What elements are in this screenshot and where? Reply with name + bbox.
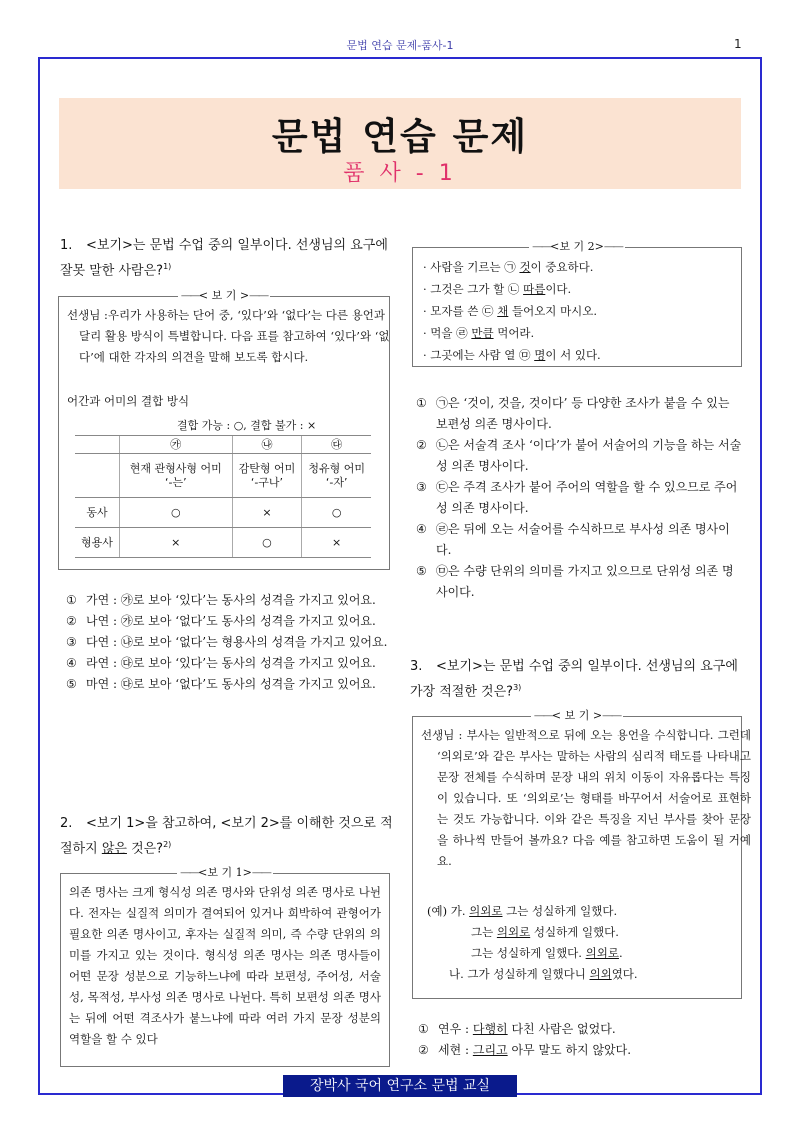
question-text: <보기>는 문법 수업 중의 일부이다. 선생님의 요구에 가장 적절한 것은? bbox=[410, 659, 738, 700]
row-label: 동사 bbox=[75, 498, 120, 528]
table-cell: ○ bbox=[120, 498, 233, 528]
q2-choices bbox=[416, 393, 744, 603]
question-number: 3. bbox=[410, 659, 423, 674]
choice-1[interactable]: ① ㉠은 ‘것이, 것을, 것이다’ 등 다양한 조사가 붙을 수 있는 보편성 의존 명사이다. bbox=[416, 396, 730, 431]
teacher-speech: 선생님 : 부사는 일반적으로 뒤에 오는 용언을 수식합니다. 그런데 ‘의외로’와 같은 부사는 말하는 사람의 심리적 태도를 나타내고 문장 전체를 수식하며 문장 내의 위치 이동이 자유롭다는 특징이 있습니다. 또 ‘의외로’는 형태를 바꾸어서 서술어로 표현하는 것도 가능합니다. 이와 같은 특징을 지닌 부사를 찾아 문장을 하나씩 만들어 볼까요? 다음 예를 참고하면 도움이 될 거예요. bbox=[421, 728, 751, 868]
table-corner bbox=[75, 436, 120, 454]
main-title: 문법 연습 문제 bbox=[271, 114, 529, 158]
bogi-box-q1 bbox=[58, 289, 390, 570]
question-1 bbox=[60, 235, 392, 281]
col-mark: ㉰ bbox=[302, 436, 371, 454]
bogi-2-item: · 그것은 그가 할 ㉡ 따름이다. bbox=[423, 282, 572, 296]
example-block bbox=[427, 901, 737, 985]
q1-choices bbox=[66, 590, 392, 695]
table-cell: × bbox=[120, 528, 233, 558]
bogi-2-item: · 모자를 쓴 ㉢ 채 들어오지 마시오. bbox=[423, 304, 598, 318]
box-label: —— <보 기 1> —— bbox=[177, 866, 273, 879]
question-text: <보기 1>을 참고하여, <보기 2>를 이해한 것으로 적절하지 bbox=[60, 816, 393, 857]
choice-1[interactable]: ① 연우 : 다행히 다친 사람은 없었다. bbox=[418, 1022, 616, 1036]
page-number: 1 bbox=[734, 37, 742, 51]
bogi-1-box bbox=[60, 866, 390, 1067]
table-cell: ○ bbox=[232, 528, 302, 558]
bogi-2-item: · 사람을 기르는 ㉠ 것이 중요하다. bbox=[423, 260, 594, 274]
table-cell: ○ bbox=[302, 498, 371, 528]
emphasis-not: 않은 bbox=[101, 841, 127, 857]
col-header: 현재 관형사형 어미 ‘-는’ bbox=[120, 454, 233, 498]
bogi-2-item: · 그곳에는 사람 열 ㉤ 명이 서 있다. bbox=[423, 348, 601, 362]
title-banner bbox=[59, 98, 741, 189]
choice-5[interactable]: ⑤ ㉤은 수량 단위의 의미를 가지고 있으므로 단위성 의존 명사이다. bbox=[416, 564, 734, 599]
choice-1[interactable]: ① 가연 : ㉮로 보아 ‘있다’는 동사의 성격을 가지고 있어요. bbox=[66, 593, 376, 607]
bogi-box-q3 bbox=[412, 709, 751, 999]
footer-banner: 장박사 국어 연구소 문법 교실 bbox=[283, 1075, 517, 1097]
box-label: —— < 보 기 > —— bbox=[531, 709, 623, 722]
choice-3[interactable]: ③ 다연 : ㉯로 보아 ‘없다’는 형용사의 성격을 가지고 있어요. bbox=[66, 635, 388, 649]
question-2: 2. <보기 1>을 참고하여, <보기 2>를 이해한 것으로 적절하지 않은 것은?$^{2)}$ bbox=[60, 813, 394, 859]
question-3 bbox=[410, 656, 744, 702]
box-label: —— <보 기 2> —— bbox=[529, 240, 625, 253]
footnote-mark: 3) bbox=[513, 683, 522, 692]
table-cell: × bbox=[232, 498, 302, 528]
col-mark: ㉯ bbox=[232, 436, 302, 454]
table-title: 어간과 어미의 결합 방식 bbox=[67, 394, 190, 408]
col-header: 청유형 어미 ‘-자’ bbox=[302, 454, 371, 498]
col-header: 감탄형 어미 ‘-구나’ bbox=[232, 454, 302, 498]
choice-3[interactable]: ③ ㉢은 주격 조사가 붙어 주어의 역할을 할 수 있으므로 주어성 의존 명사이다. bbox=[416, 480, 738, 515]
choice-4[interactable]: ④ ㉣은 뒤에 오는 서술어를 수식하므로 부사성 의존 명사이다. bbox=[416, 522, 730, 557]
header-title: 문법 연습 문제-품사-1 bbox=[346, 39, 454, 52]
col-mark: ㉮ bbox=[120, 436, 233, 454]
footnote-mark: 2) bbox=[163, 840, 172, 849]
sub-title: 품 사 - 1 bbox=[343, 161, 457, 186]
bogi-2-box bbox=[412, 240, 742, 367]
example-a2: 그는 의외로 성실하게 일했다. bbox=[471, 925, 619, 939]
question-number: 1. bbox=[60, 238, 73, 253]
table-legend: 결합 가능 : ○, 결합 불가 : × bbox=[177, 419, 317, 432]
bogi-1-text: 의존 명사는 크게 형식성 의존 명사와 단위성 의존 명사로 나뉜다. 전자는 실질적 의미가 결여되어 있거나 희박하여 관형어가 필요한 의존 명사이고, 후자는 실질적 의미, 즉 수량 단위의 의미를 가지고 있는 것이다. 형식성 의존 명사는 의존 명사들이 어떤 문장 성분으로 기능하느냐에 따라 보편성, 주어성, 서술성, 목적성, 부사성 의존 명사로 나뉜다. 특히 보편성 의존 명사는 뒤에 어떤 격조사가 붙느냐에 따라 여러 가지 문장 성분의 역할을 할 수 있다 bbox=[69, 885, 381, 1046]
example-b: 나. 그가 성실하게 일했다니 의외였다. bbox=[449, 967, 638, 981]
ending-table bbox=[75, 435, 371, 558]
choice-2[interactable]: ② 세현 : 그리고 아무 말도 하지 않았다. bbox=[418, 1043, 632, 1057]
example-a1: (예) 가. 의외로 그는 성실하게 일했다. bbox=[427, 904, 618, 918]
choice-5[interactable]: ⑤ 마연 : ㉰로 보아 ‘없다’도 동사의 성격을 가지고 있어요. bbox=[66, 677, 376, 691]
row-label: 형용사 bbox=[75, 528, 120, 558]
footnote-mark: 1) bbox=[163, 262, 172, 271]
teacher-speech: 선생님 :우리가 사용하는 단어 중, ‘있다’와 ‘없다’는 다른 용언과 달리 활용 방식이 특별합니다. 다음 표를 참고하여 ‘있다’와 ‘없다’에 대한 각자의 의견을 말해 보도록 합시다. bbox=[67, 308, 390, 364]
choice-2[interactable]: ② ㉡은 서술격 조사 ‘이다’가 붙어 서술어의 기능을 하는 서술성 의존 명사이다. bbox=[416, 438, 742, 473]
box-label: —— < 보 기 > —— bbox=[178, 289, 270, 302]
q3-choices bbox=[418, 1019, 744, 1061]
bogi-2-item: · 먹을 ㉣ 만큼 먹어라. bbox=[423, 326, 535, 340]
choice-4[interactable]: ④ 라연 : ㉰로 보아 ‘있다’는 동사의 성격을 가지고 있어요. bbox=[66, 656, 376, 670]
example-a3: 그는 성실하게 일했다. 의외로. bbox=[471, 946, 623, 960]
choice-2[interactable]: ② 나연 : ㉮로 보아 ‘없다’도 동사의 성격을 가지고 있어요. bbox=[66, 614, 376, 628]
table-cell: × bbox=[302, 528, 371, 558]
question-text: <보기>는 문법 수업 중의 일부이다. 선생님의 요구에 잘못 말한 사람은? bbox=[60, 238, 388, 279]
question-number: 2. bbox=[60, 816, 73, 831]
